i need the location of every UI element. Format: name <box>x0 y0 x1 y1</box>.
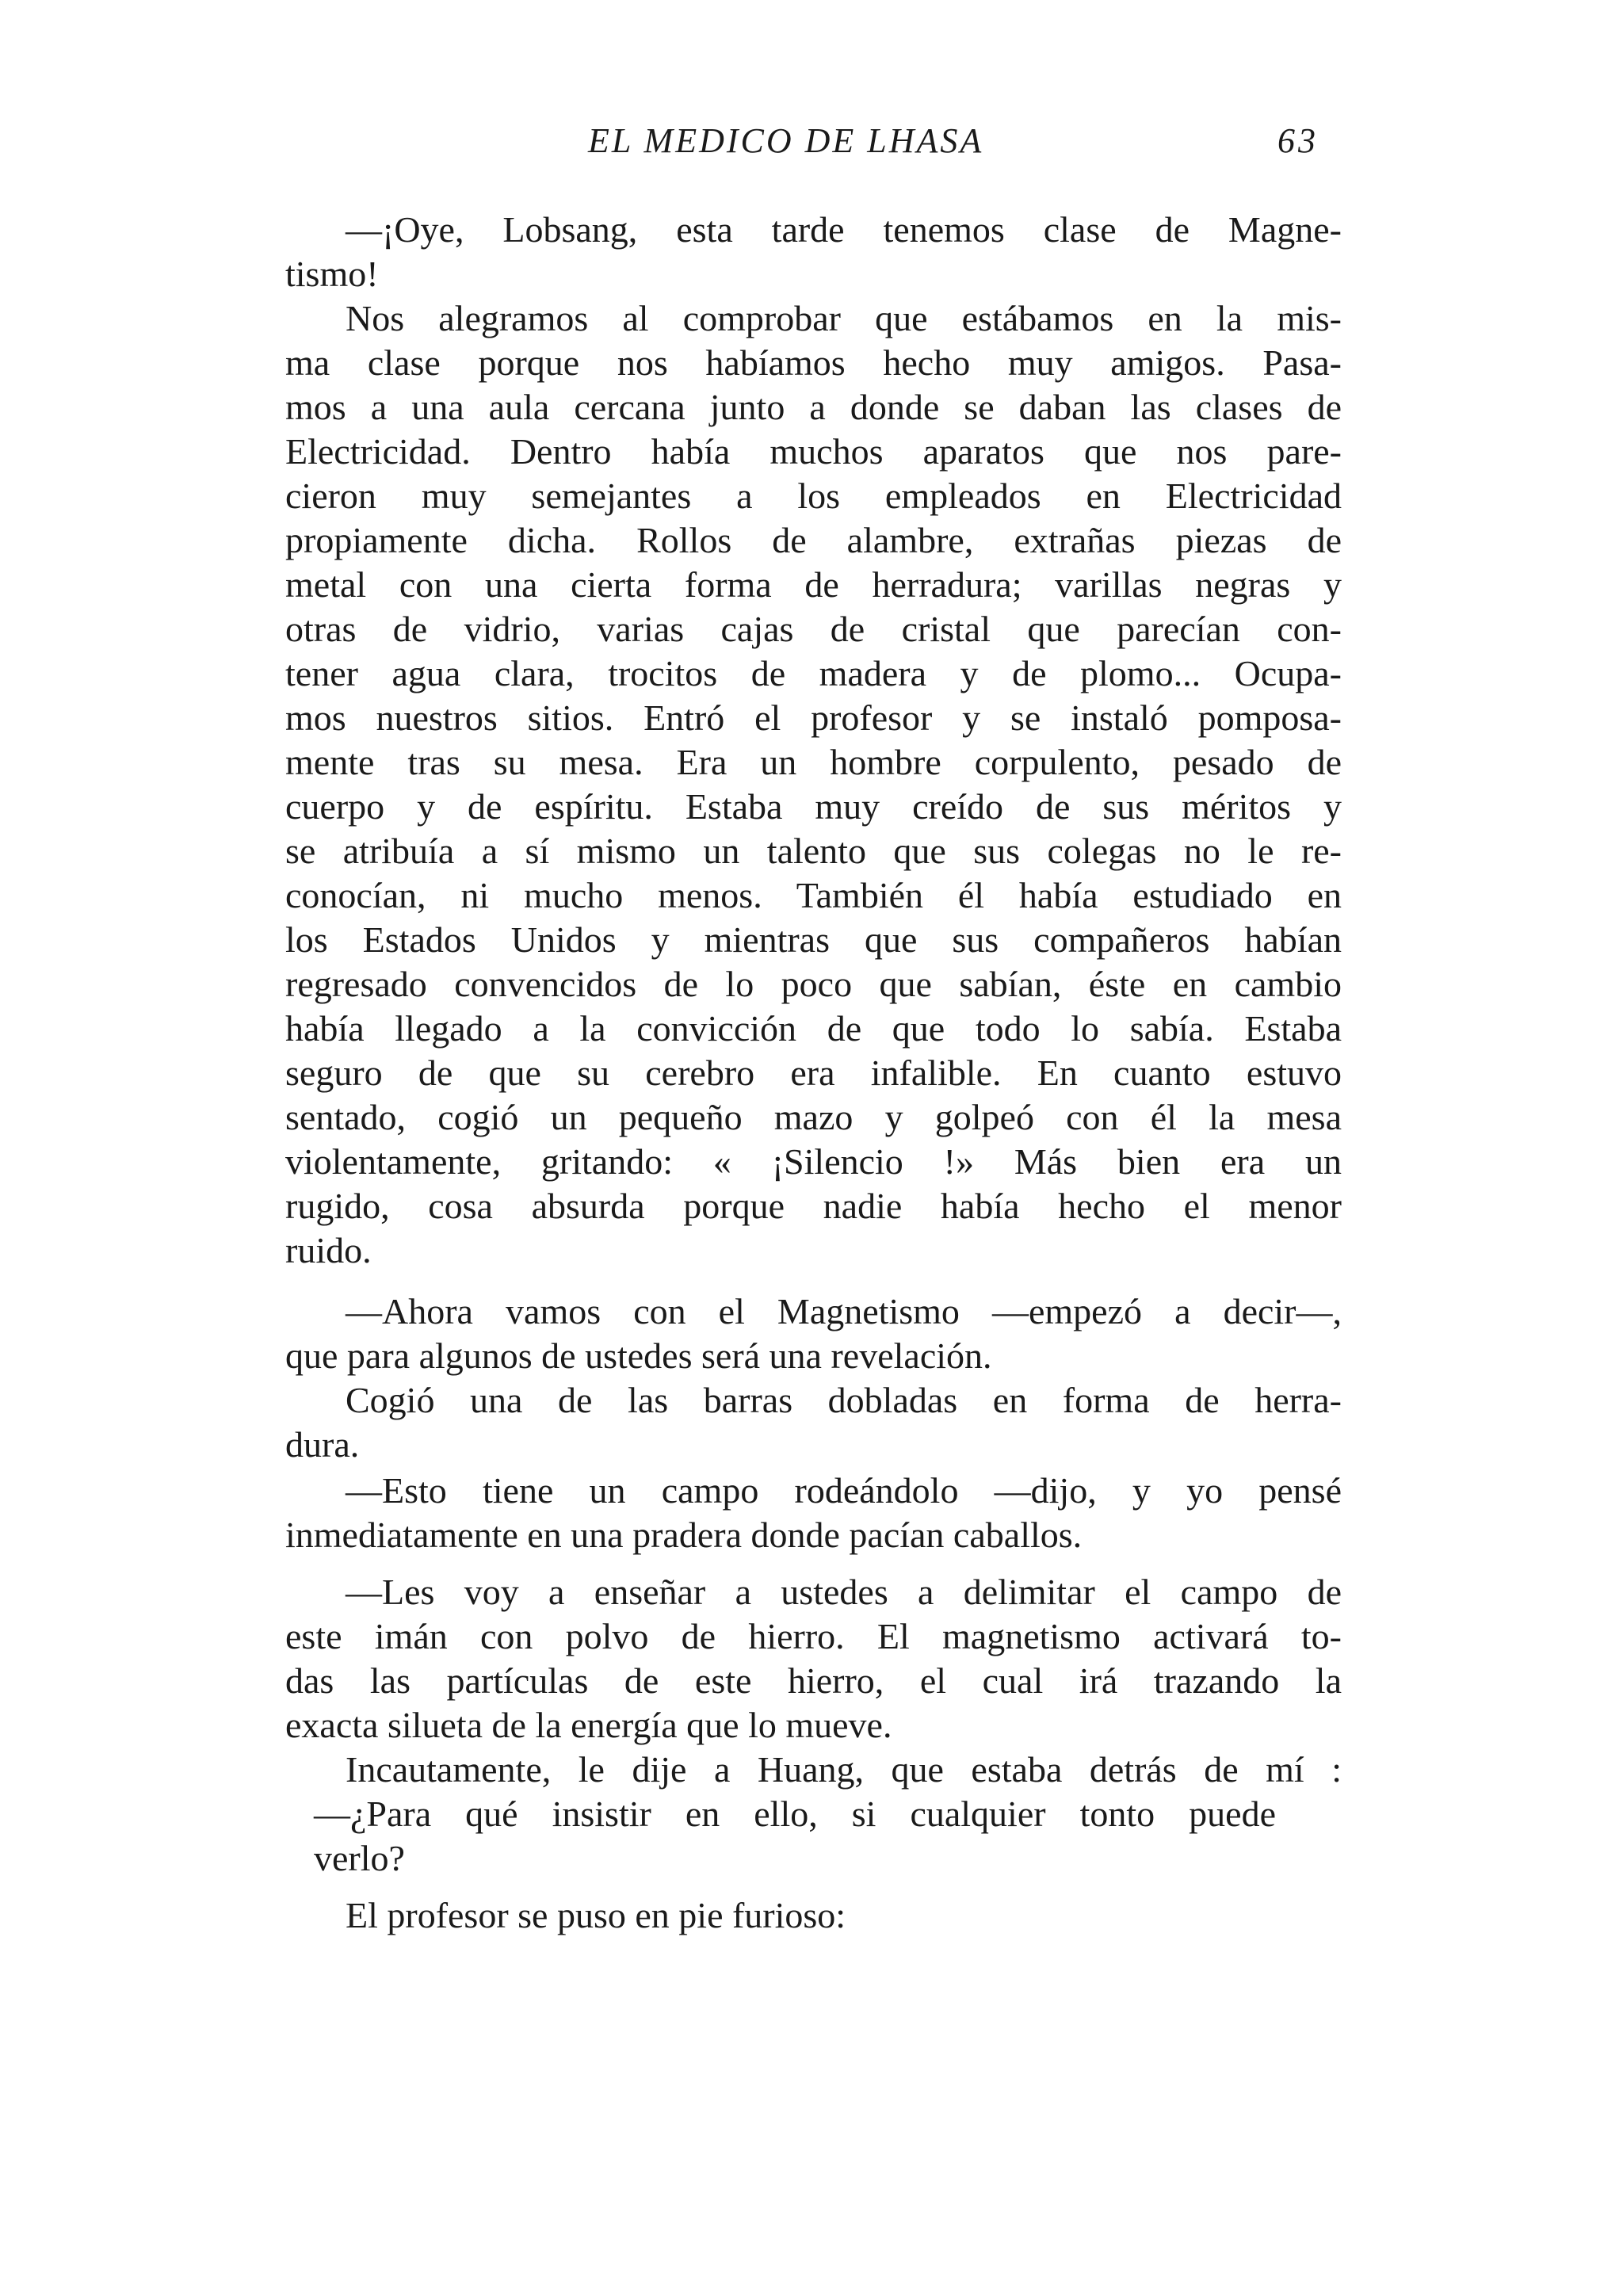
text-line: cuerpo y de espíritu. Estaba muy creído de sus méritos y <box>285 786 1342 827</box>
text-line: tismo! <box>285 254 379 294</box>
text-line: —Ahora vamos con el Magnetismo —empezó a decir—, <box>346 1291 1342 1331</box>
text-line: Electricidad. Dentro había muchos aparatos que nos pare- <box>285 431 1342 472</box>
text-line: das las partículas de este hierro, el cual irá trazando la <box>285 1660 1342 1701</box>
text-line: metal con una cierta forma de herradura; varillas negras y <box>285 564 1342 605</box>
text-line: otras de vidrio, varias cajas de cristal que parecían con- <box>285 609 1342 649</box>
text-line: ruido. <box>285 1230 372 1270</box>
text-line: —Les voy a enseñar a ustedes a delimitar el campo de <box>346 1572 1342 1612</box>
text-line: exacta silueta de la energía que lo mueve. <box>285 1705 892 1745</box>
text-line: tener agua clara, trocitos de madera y de plomo... Ocupa- <box>285 653 1342 693</box>
text-line: Incautamente, le dije a Huang, que estaba detrás de mí : <box>346 1749 1342 1790</box>
text-line: Cogió una de las barras dobladas en forma de herra- <box>346 1380 1342 1420</box>
text-line: mente tras su mesa. Era un hombre corpulento, pesado de <box>285 742 1342 782</box>
text-line: este imán con polvo de hierro. El magnetismo activará to- <box>285 1616 1342 1656</box>
text-line: sentado, cogió un pequeño mazo y golpeó con él la mesa <box>285 1097 1342 1137</box>
text-line: ma clase porque nos habíamos hecho muy amigos. Pasa- <box>285 342 1342 383</box>
running-header-title: EL MEDICO DE LHASA <box>588 121 984 160</box>
text-line: cieron muy semejantes a los empleados en Electricidad <box>285 476 1342 516</box>
text-line: conocían, ni mucho menos. También él había estudiado en <box>285 875 1342 915</box>
text-line: Nos alegramos al comprobar que estábamos en la mis- <box>346 298 1342 338</box>
text-line: violentamente, gritando: « ¡Silencio !» Más bien era un <box>285 1141 1342 1182</box>
text-line: mos nuestros sitios. Entró el profesor y se instaló pomposa- <box>285 697 1342 738</box>
text-line: inmediatamente en una pradera donde pacían caballos. <box>285 1515 1083 1555</box>
text-line: seguro de que su cerebro era infalible. En cuanto estuvo <box>285 1052 1342 1093</box>
text-line: dura. <box>285 1424 360 1465</box>
text-line: que para algunos de ustedes será una revelación. <box>285 1335 992 1376</box>
text-line: había llegado a la convicción de que todo lo sabía. Estaba <box>285 1008 1342 1049</box>
text-line: propiamente dicha. Rollos de alambre, extrañas piezas de <box>285 520 1342 560</box>
text-line: rugido, cosa absurda porque nadie había hecho el menor <box>285 1186 1342 1226</box>
text-line: se atribuía a sí mismo un talento que sus colegas no le re- <box>285 831 1342 871</box>
text-line: verlo? <box>314 1838 405 1878</box>
text-line: —¡Oye, Lobsang, esta tarde tenemos clase de Magne- <box>346 209 1342 250</box>
text-line: regresado convencidos de lo poco que sabían, éste en cambio <box>285 964 1342 1004</box>
page-number: 63 <box>1277 121 1319 160</box>
text-line: —¿Para qué insistir en ello, si cualquier tonto puede <box>314 1794 1276 1834</box>
text-line: los Estados Unidos y mientras que sus compañeros habían <box>285 919 1342 960</box>
text-line: mos a una aula cercana junto a donde se daban las clases de <box>285 387 1342 427</box>
text-line: —Esto tiene un campo rodeándolo —dijo, y yo pensé <box>346 1470 1342 1511</box>
text-line: El profesor se puso en pie furioso: <box>346 1895 846 1935</box>
